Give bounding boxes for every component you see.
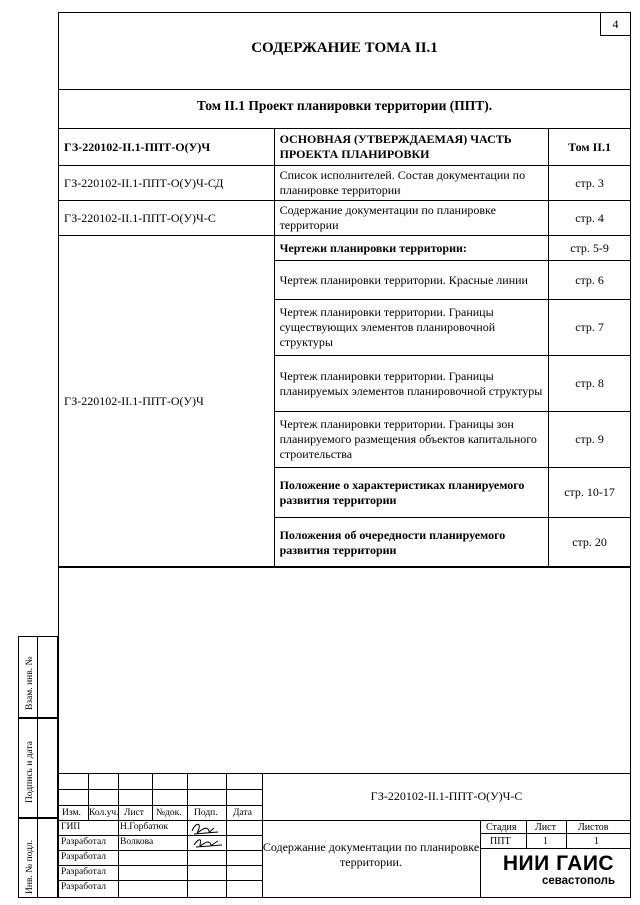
row-page: стр. 4 [549, 201, 631, 236]
document-title: СОДЕРЖАНИЕ ТОМА II.1 [251, 40, 438, 56]
role-razrab: Разработал [61, 852, 106, 862]
stage-label: Стадия [486, 822, 517, 833]
stage-value: ППТ [490, 836, 511, 847]
sheets-value: 1 [594, 836, 599, 847]
row-code: ГЗ-220102-II.1-ППТ-О(У)Ч-СД [59, 166, 275, 201]
logo-main-text: НИИ ГАИС [502, 852, 615, 875]
sheets-label: Листов [578, 822, 609, 833]
table-row [59, 166, 631, 201]
table-row [59, 236, 631, 261]
role-razrab: Разработал [61, 867, 106, 877]
row-title: Чертеж планировки территории. Красные линии [274, 261, 549, 300]
row-title: Содержание документации по планировке территории [274, 201, 549, 236]
sheet-description: Содержание документации по планировке территории. [262, 840, 480, 869]
sheet-value: 1 [543, 836, 548, 847]
row-page: стр. 3 [549, 166, 631, 201]
col-kolych: Кол.уч. [89, 808, 119, 818]
table-row [59, 201, 631, 236]
row-title: Положения об очередности планируемого развития территории [274, 518, 549, 568]
row-title: Чертеж планировки территории. Границы зон планируемого размещения объектов капитального строительства [274, 412, 549, 468]
role-gip: ГИП [61, 822, 81, 832]
company-logo [486, 853, 631, 887]
col-ndok: №док. [156, 808, 182, 818]
row-page: стр. 7 [549, 300, 631, 356]
signature-icon [188, 819, 226, 851]
row-title: Чертежи планировки территории: [274, 236, 549, 261]
title-block-top [58, 773, 631, 774]
toc-header-section: ОСНОВНАЯ (УТВЕРЖДАЕМАЯ) ЧАСТЬ ПРОЕКТА ПЛАНИРОВКИ [274, 129, 549, 166]
content-end-line [58, 566, 631, 567]
podpis-label: Подпись и дата [25, 740, 35, 803]
role-razrab: Разработал [61, 882, 106, 892]
sheet-label: Лист [535, 822, 556, 833]
group-code: ГЗ-220102-II.1-ППТ-О(У)Ч [59, 236, 275, 568]
name-gip: Н.Горбатюк [120, 822, 169, 832]
role-razrab: Разработал [61, 837, 106, 847]
row-page: стр. 20 [549, 518, 631, 568]
row-title: Список исполнителей. Состав документации по планировке территории [274, 166, 549, 201]
col-data: Дата [233, 808, 252, 818]
name-razrab: Волкова [120, 837, 154, 847]
row-page: стр. 10-17 [549, 468, 631, 518]
col-list: Лист [124, 808, 144, 818]
vzam-label: Взам. инв. № [25, 656, 35, 710]
podpis-box [18, 718, 58, 818]
volume-subtitle: Том II.1 Проект планировки территории (ППТ). [196, 98, 493, 113]
title-block-doc-code: ГЗ-220102-II.1-ППТ-О(У)Ч-С [370, 789, 523, 803]
col-izm: Изм. [62, 808, 81, 818]
inv-box [18, 818, 58, 898]
row-page: стр. 6 [549, 261, 631, 300]
row-code: ГЗ-220102-II.1-ППТ-О(У)Ч-С [59, 201, 275, 236]
row-page: стр. 9 [549, 412, 631, 468]
col-podp: Подп. [194, 808, 218, 818]
logo-sub-text: севастополь [541, 875, 616, 887]
page-number: 4 [600, 12, 631, 36]
inv-label: Инв. № подл. [25, 839, 35, 894]
vzam-box [18, 636, 58, 718]
row-page: стр. 8 [549, 356, 631, 412]
divider [58, 89, 631, 90]
row-page: стр. 5-9 [549, 236, 631, 261]
toc-header-volume: Том II.1 [549, 129, 631, 166]
toc-table [58, 128, 631, 568]
toc-header-row [59, 129, 631, 166]
row-title: Чертеж планировки территории. Границы существующих элементов планировочной структуры [274, 300, 549, 356]
row-title: Чертеж планировки территории. Границы планируемых элементов планировочной структуры [274, 356, 549, 412]
toc-header-code: ГЗ-220102-II.1-ППТ-О(У)Ч [59, 129, 275, 166]
row-title: Положение о характеристиках планируемого развития территории [274, 468, 549, 518]
